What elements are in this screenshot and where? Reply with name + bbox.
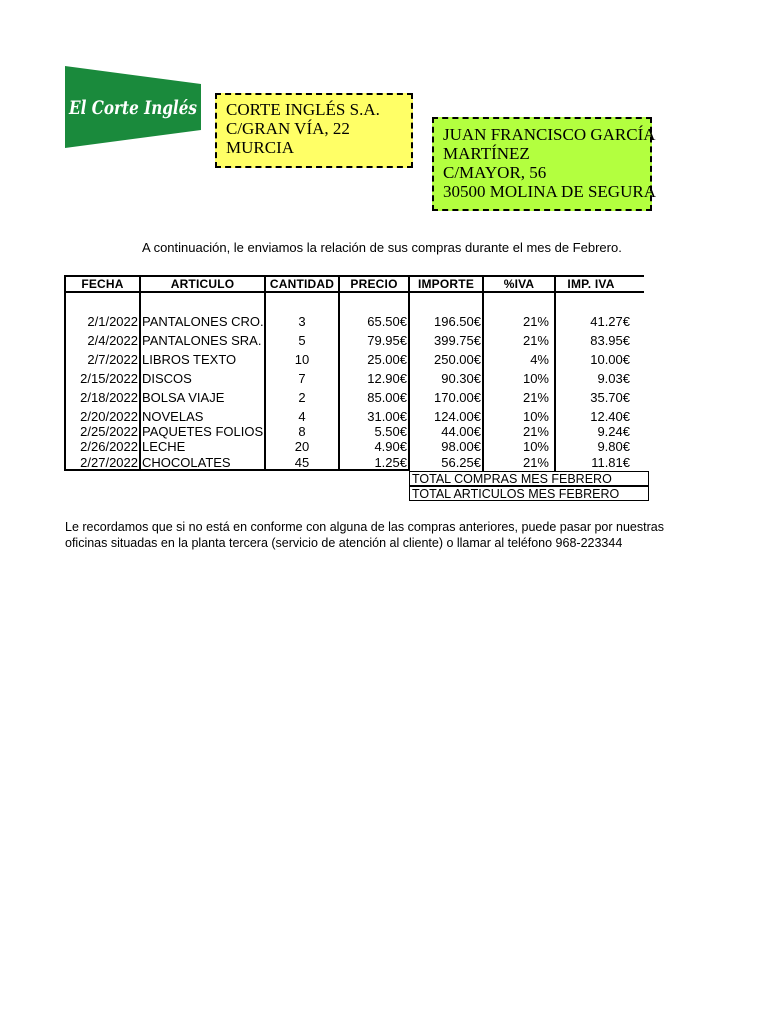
cell-fecha: 2/7/2022 [87,352,138,367]
cell-fecha: 2/1/2022 [87,314,138,329]
cell-imp-iva: 41.27€ [590,314,630,329]
cell-cantidad: 45 [294,455,310,470]
cell-iva-pct: 10% [522,439,549,454]
cell-cantidad: 10 [294,352,310,367]
cell-imp-iva: 10.00€ [590,352,630,367]
cell-importe: 98.00€ [441,439,481,454]
cell-iva-pct: 21% [522,455,549,470]
cell-fecha: 2/26/2022 [80,439,138,454]
sender-line: CORTE INGLÉS S.A. [226,100,380,119]
cell-importe: 399.75€ [434,333,481,348]
note-line-2: oficinas situadas en la planta tercera (servicio de atención al cliente) o llamar al teléfono 968-223344 [65,536,623,550]
cell-articulo: PAQUETES FOLIOS [142,424,264,439]
column-header-importe: IMPORTE [417,277,475,291]
intro-text: A continuación, le enviamos la relación de sus compras durante el mes de Febrero. [142,240,622,255]
cell-precio: 85.00€ [367,390,407,405]
cell-articulo: PANTALONES SRA. [142,333,262,348]
cell-cantidad: 4 [298,409,306,424]
cell-iva-pct: 21% [522,424,549,439]
total-compras-label: TOTAL COMPRAS MES FEBRERO [409,471,649,486]
column-header-articulo: ARTICULO [170,277,235,291]
cell-iva-pct: 10% [522,371,549,386]
cell-precio: 31.00€ [367,409,407,424]
cell-articulo: DISCOS [142,371,192,386]
recipient-address-box [432,117,656,211]
cell-articulo: NOVELAS [142,409,204,424]
cell-importe: 44.00€ [441,424,481,439]
note-line-1: Le recordamos que si no está en conforme con alguna de las compras anteriores, puede pasar por nuestras [65,520,664,534]
cell-cantidad: 2 [298,390,306,405]
recipient-line: 30500 MOLINA DE SEGURA [443,182,656,201]
cell-articulo: BOLSA VIAJE [142,390,225,405]
cell-precio: 5.50€ [374,424,407,439]
cell-iva-pct: 4% [530,352,549,367]
cell-precio: 79.95€ [367,333,407,348]
cell-iva-pct: 21% [522,390,549,405]
cell-articulo: LIBROS TEXTO [142,352,237,367]
cell-fecha: 2/18/2022 [80,390,138,405]
column-header-precio: PRECIO [350,277,398,291]
svg-text:El Corte Inglés: El Corte Inglés [68,97,198,119]
cell-cantidad: 3 [298,314,306,329]
cell-fecha: 2/20/2022 [80,409,138,424]
recipient-line: JUAN FRANCISCO GARCÍA [443,125,656,144]
cell-imp-iva: 83.95€ [590,333,630,348]
cell-importe: 250.00€ [434,352,481,367]
el-corte-ingles-logo [65,66,201,148]
total-articulos-label: TOTAL ARTICULOS MES FEBRERO [409,486,649,501]
cell-precio: 1.25€ [374,455,407,470]
cell-imp-iva: 12.40€ [590,409,630,424]
sender-line: C/GRAN VÍA, 22 [226,119,350,138]
column-header-imp-iva: IMP. IVA [567,277,615,291]
cell-precio: 4.90€ [374,439,407,454]
cell-precio: 12.90€ [367,371,407,386]
sender-line: MURCIA [226,138,295,157]
cell-cantidad: 7 [298,371,306,386]
cell-imp-iva: 11.81€ [591,455,630,470]
cell-fecha: 2/25/2022 [80,424,138,439]
cell-precio: 65.50€ [367,314,407,329]
cell-importe: 90.30€ [441,371,481,386]
cell-importe: 56.25€ [441,455,481,470]
cell-precio: 25.00€ [367,352,407,367]
recipient-line: MARTÍNEZ [443,144,530,163]
cell-iva-pct: 21% [522,314,549,329]
cell-fecha: 2/27/2022 [80,455,138,470]
cell-articulo: LECHE [142,439,186,454]
cell-cantidad: 20 [294,439,310,454]
cell-imp-iva: 9.80€ [597,439,630,454]
cell-imp-iva: 9.03€ [597,371,630,386]
recipient-line: C/MAYOR, 56 [443,163,547,182]
cell-iva-pct: 10% [522,409,549,424]
cell-articulo: PANTALONES CRO. [142,314,264,329]
cell-importe: 170.00€ [434,390,481,405]
cell-importe: 124.00€ [434,409,481,424]
cell-importe: 196.50€ [434,314,481,329]
cell-imp-iva: 9.24€ [597,424,630,439]
cell-cantidad: 5 [298,333,306,348]
cell-fecha: 2/15/2022 [80,371,138,386]
column-header-iva-pct: %IVA [503,277,535,291]
column-header-fecha: FECHA [81,277,124,291]
cell-imp-iva: 35.70€ [590,390,630,405]
cell-articulo: CHOCOLATES [142,455,231,470]
cell-iva-pct: 21% [522,333,549,348]
cell-cantidad: 8 [298,424,306,439]
sender-address-box [215,93,413,168]
column-header-cantidad: CANTIDAD [269,277,335,291]
cell-fecha: 2/4/2022 [87,333,138,348]
